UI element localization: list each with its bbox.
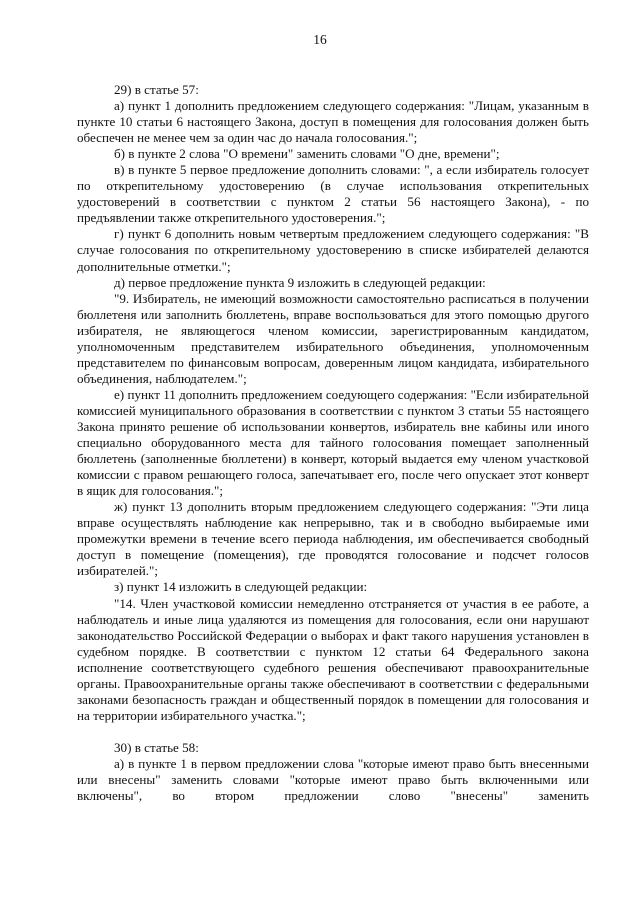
quoted-clause-14: "14. Член участковой комиссии немедленно отстраняется от участия в ее работе, а наблюдатель и иные лица удаляются из помещения для голосования, если они нарушают законодательство Российской Федерации о выборах и факт такого нарушения установлен в судебном порядке. В соответствии с пунктом 12 статьи 64 Федерального закона исполнение соответствующего судебного решения обеспечивают правоохранительные органы. Правоохранительные органы также обеспечивают в соответствии с федеральными законами безопасность граждан и общественный порядок в помещении для голосования и на территории избирательного участка."; [77,595,589,723]
paragraph-v: в) в пункте 5 первое предложение дополнить словами: ", а если избиратель голосует по открепительному удостоверению (в случае использования открепительных удостоверений в соответствии с пунктом 2 статьи 56 настоящего Закона), - по предъявлении также открепительного удостоверения."; [77,162,589,226]
quoted-clause-9: "9. Избиратель, не имеющий возможности самостоятельно расписаться в получении бюллетеня или заполнить бюллетень, вправе воспользоваться для этого помощью другого избирателя, не являющегося членом комиссии, зарегистрированным кандидатом, уполномоченным представителем избирательного объединения, уполномоченным представителем по финансовым вопросам, доверенным лицом кандидата, избирательного объединения, наблюдателем."; [77,290,589,386]
paragraph-spacer [77,724,589,740]
paragraph-a-58: а) в пункте 1 в первом предложении слова "которые имеют право быть внесенными или внесены" заменить словами "которые имеют право быть включенными или включены", во втором предложении слово "внесены" заменить [77,755,589,804]
section-heading-30: 30) в статье 58: [114,739,199,755]
paragraph-z: з) пункт 14 изложить в следующей редакции: [114,579,368,595]
paragraph-b: б) в пункте 2 слова "О времени" заменить словами "О дне, времени"; [114,146,500,162]
page-number: 16 [313,32,327,47]
paragraph-g: г) пункт 6 дополнить новым четвертым предложением следующего содержания: "В случае голосования по открепительному удостоверению в списке избирателей делаются дополнительные отметки."; [77,226,589,274]
section-heading-29: 29) в статье 57: [114,82,199,97]
document-body [77,82,589,804]
paragraph-a: а) пункт 1 дополнить предложением следующего содержания: "Лицам, указанным в пункте 10 статьи 6 настоящего Закона, доступ в помещения для голосования должен быть обеспечен не менее чем за один час до начала голосования."; [77,98,589,146]
paragraph-d: д) первое предложение пункта 9 изложить в следующей редакции: [114,274,486,290]
paragraph-e: е) пункт 11 дополнить предложением соедующего содержания: "Если избирательной комиссией муниципального образования в соответствии с пунктом 3 статьи 55 настоящего Закона принято решение об использовании конвертов, избиратель вне кабины или иного специально оборудованного места для тайного голосования помещает заполненный бюллетень (заполненные бюллетени) в конверт, который выдается ему членом участковой комиссии с правом решающего голоса, запечатывает его, после чего опускает этот конверт в ящик для голосования."; [77,386,590,499]
paragraph-zh: ж) пункт 13 дополнить вторым предложением следующего содержания: "Эти лица вправе осуществлять наблюдение как непрерывно, так и в свободно выбираемые ими промежутки времени в течение всего периода наблюдения, им обеспечивается свободный доступ в помещение (помещения), где проводятся голосование и подсчет голосов избирателей."; [77,499,589,579]
